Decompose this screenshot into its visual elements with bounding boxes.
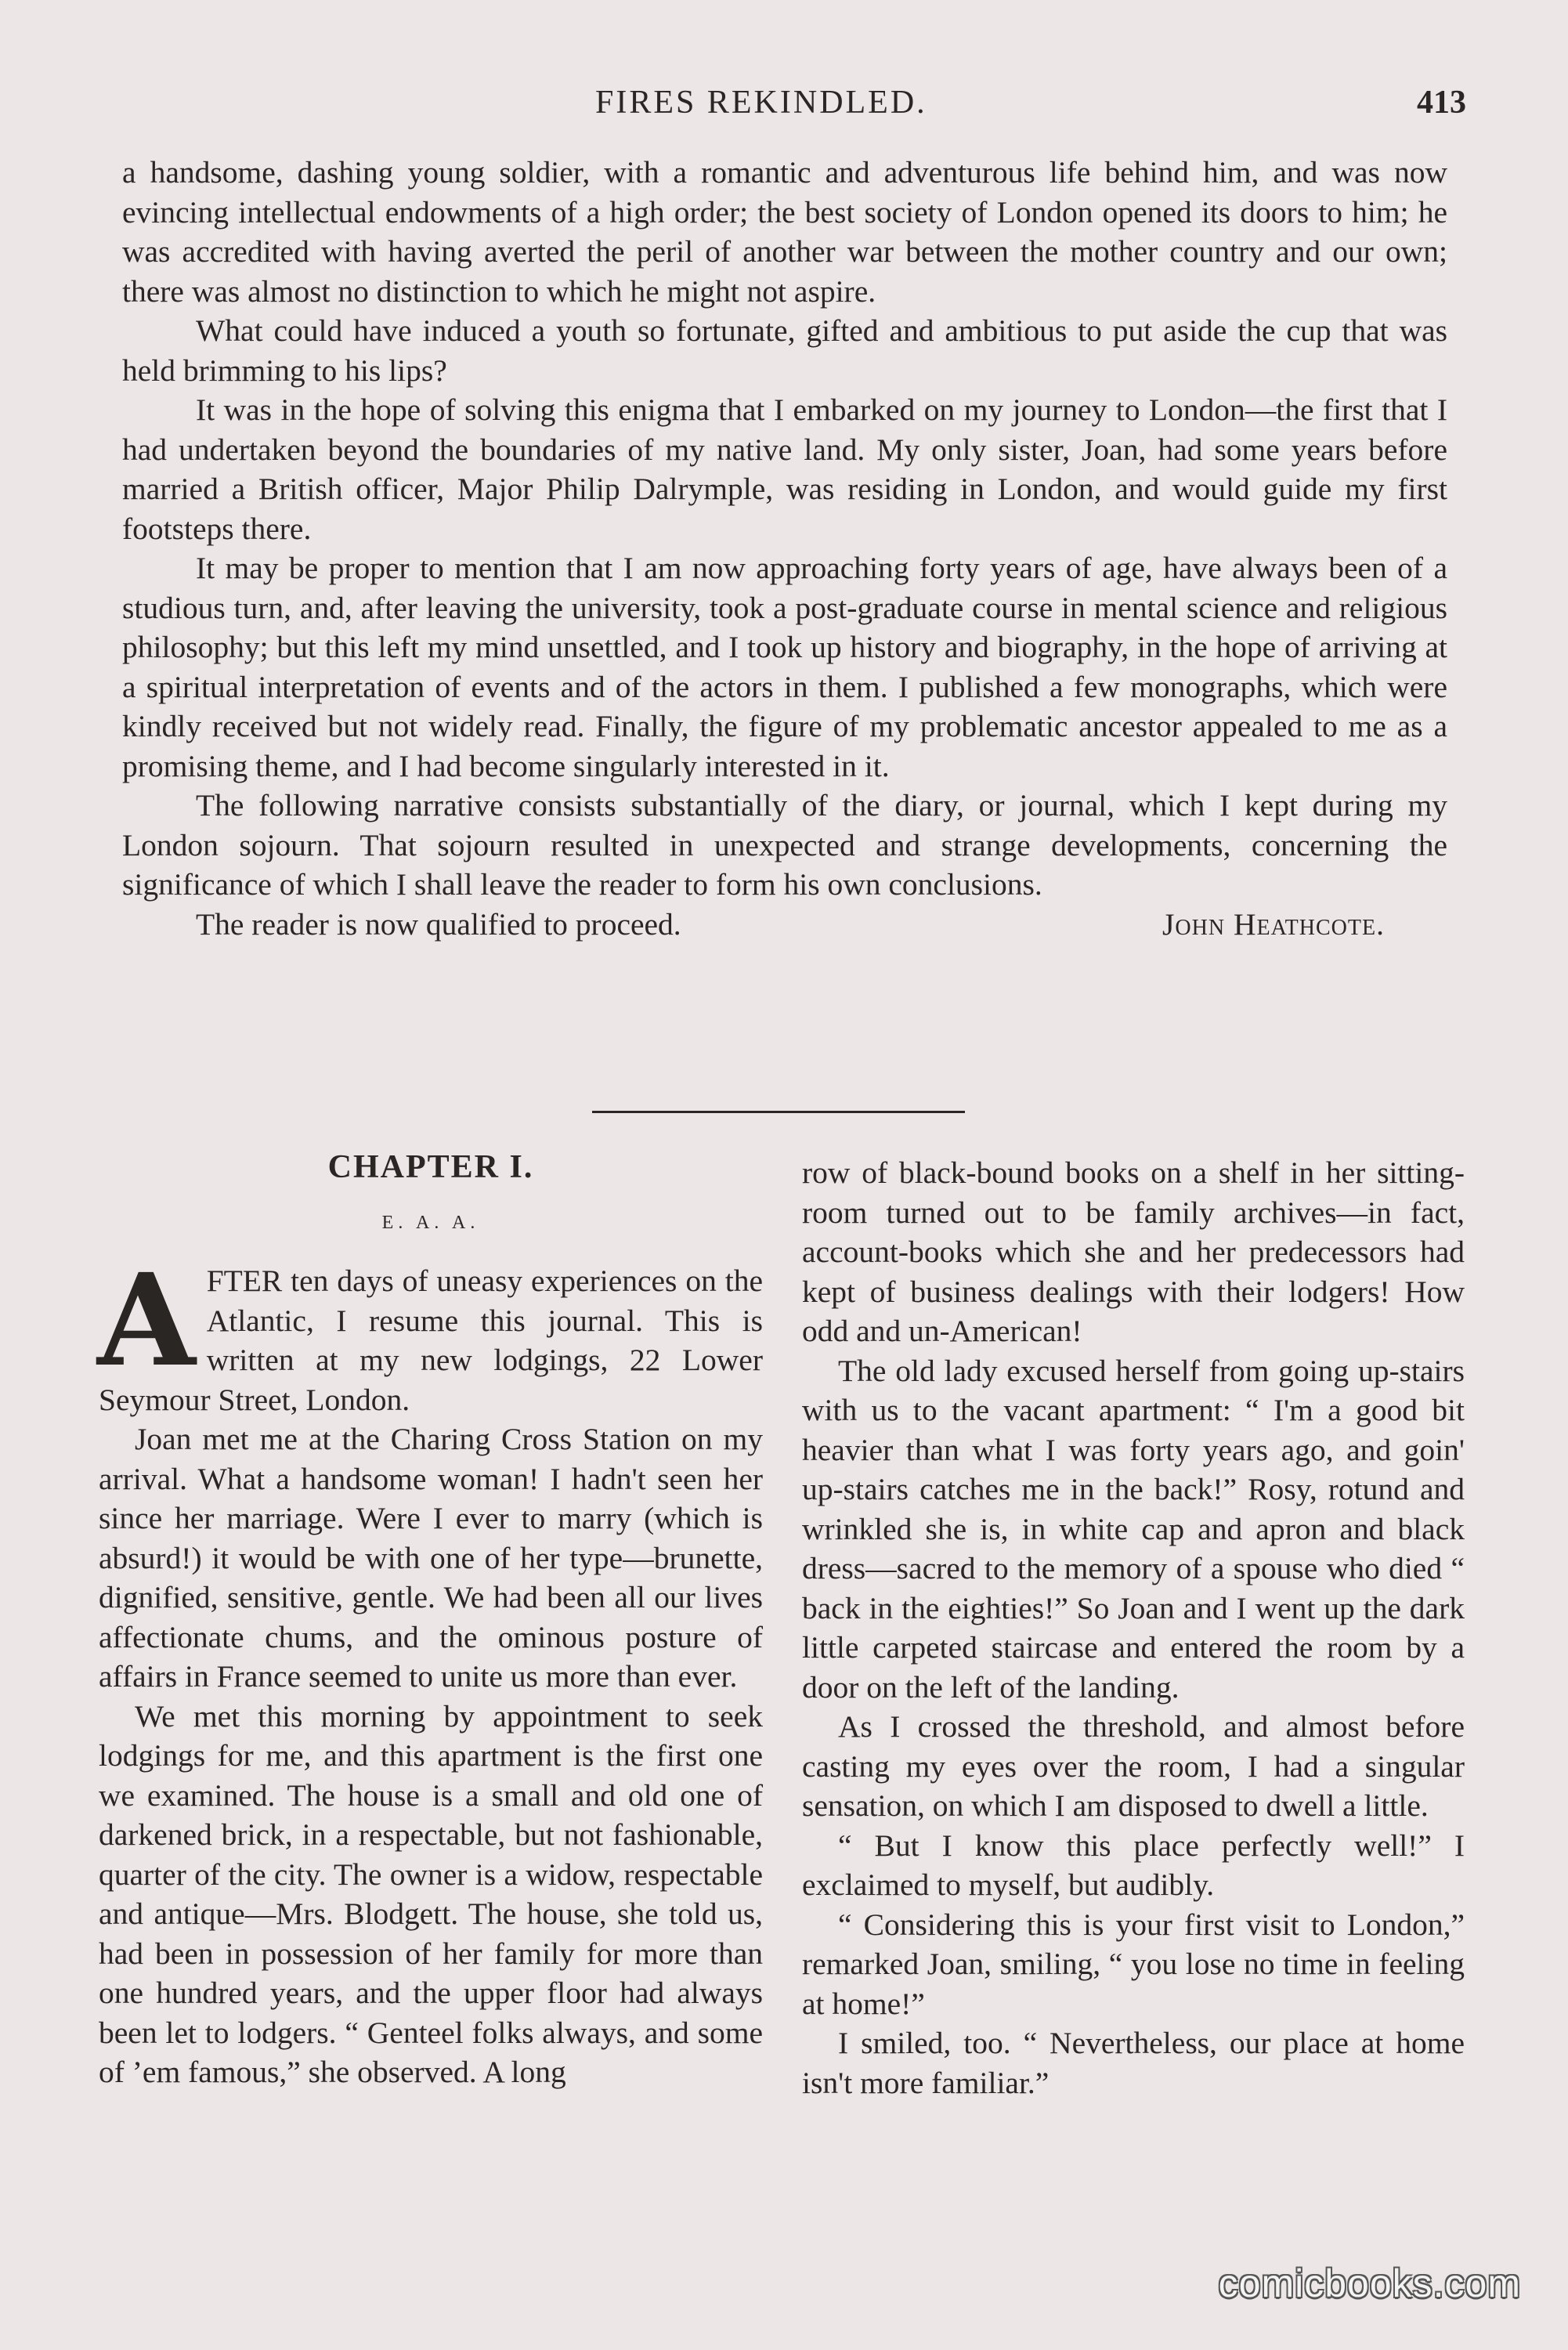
intro-paragraph: What could have induced a youth so fortunate, gifted and ambitious to put aside the cup that was held brimming to his lips? (122, 313, 1447, 388)
chapter-paragraph-continued: row of black-bound books on a shelf in her sitting-room turned out to be family archives—in fact, account-books which she and her predecessors had kept of business dealings with their lodgers! How odd and un-American! (802, 1155, 1465, 1348)
page-header (0, 75, 1568, 130)
opening-text: FTER ten days of uneasy experiences on the Atlantic, I resume this journal. This is written at my new lodgings, 22 Lower Seymour Street, London. (99, 1264, 763, 1417)
site-watermark: comicbooks.com (1218, 2261, 1521, 2305)
intro-section (122, 153, 1447, 944)
chapter-paragraph: Joan met me at the Charing Cross Station on my arrival. What a handsome woman! I hadn't seen her since her marriage. Were I ever to marry (which is absurd!) it would be with one of her type—brunette, dignified, sensitive, gentle. We had been all our lives affectionate chums, and the ominous posture of affairs in France seemed to unite us more than ever. (99, 1422, 763, 1694)
drop-cap: A (97, 1246, 196, 1395)
chapter-paragraph: “ But I know this place perfectly well!” I exclaimed to myself, but audibly. (802, 1828, 1465, 1902)
chapter-paragraph: As I crossed the threshold, and almost before casting my eyes over the room, I had a singular sensation, on which I am disposed to dwell a little. (802, 1709, 1465, 1823)
chapter-title: CHAPTER I. (327, 1149, 534, 1185)
intro-paragraph: a handsome, dashing young soldier, with a romantic and adventurous life behind him, and was now evincing intellectual endowments of a high order; the best society of London opened its doors to him; he was accredited with having averted the peril of another war between the mother country and our own; there was almost no distinction to which he might not aspire. (122, 155, 1447, 309)
left-column (99, 1145, 763, 2092)
running-title: FIRES REKINDLED. (595, 85, 927, 121)
section-divider (592, 1111, 965, 1113)
chapter-paragraph: “ Considering this is your first visit to London,” remarked Joan, smiling, “ you lose no time in feeling at home!” (802, 1907, 1465, 2021)
intro-paragraph: The following narrative consists substantially of the diary, or journal, which I kept during my London sojourn. That sojourn resulted in unexpected and strange developments, concerning the significance of which I shall leave the reader to form his own conclusions. (122, 788, 1447, 902)
closing-line: The reader is now qualified to proceed. (196, 906, 681, 942)
intro-paragraph: It may be proper to mention that I am now approaching forty years of age, have always been of a studious turn, and, after leaving the university, took a post-graduate course in mental science and religious philosophy; but this left my mind unsettled, and I took up history and biography, in the hope of arriving at a spiritual interpretation of events and of the actors in them. I published a few monographs, which were kindly received but not widely read. Finally, the figure of my problematic ancestor appealed to me as a promising theme, and I had become singularly interested in it. (122, 551, 1447, 783)
chapter-paragraph: The old lady excused herself from going up-stairs with us to the vacant apartment: “ I'm a good bit heavier than what I was forty years ago, and goin' up-stairs catches me in the back!” Rosy, rotund and wrinkled she is, in white cap and apron and black dress—sacred to the memory of a spouse who died “ back in the eighties!” So Joan and I went up the dark little carpeted staircase and entered the room by a door on the left of the landing. (802, 1353, 1465, 1705)
chapter-opening-paragraph (97, 1246, 763, 1419)
intro-paragraph: It was in the hope of solving this enigma that I embarked on my journey to London—the first that I had undertaken beyond the boundaries of my native land. My only sister, Joan, had some years before married a British officer, Major Philip Dalrymple, was residing in London, and would guide my first footsteps there. (122, 392, 1447, 546)
chapter-subtitle: E. A. A. (381, 1213, 480, 1233)
right-column (802, 1153, 1465, 2102)
page-number: 413 (1417, 85, 1466, 121)
signoff-line (122, 905, 1447, 944)
author-signature: John Heathcote. (1162, 906, 1385, 942)
chapter-paragraph: I smiled, too. “ Nevertheless, our place at home isn't more familiar.” (802, 2026, 1465, 2100)
chapter-paragraph: We met this morning by appointment to seek lodgings for me, and this apartment is the first one we examined. The house is a small and old one of darkened brick, in a respectable, but not fashionable, quarter of the city. The owner is a widow, respectable and antique—Mrs. Blodgett. The house, she told us, had been in possession of her family for more than one hundred years, and the upper floor had always been let to lodgers. “ Genteel folks always, and some of ’em famous,” she observed. A long (99, 1698, 763, 2089)
